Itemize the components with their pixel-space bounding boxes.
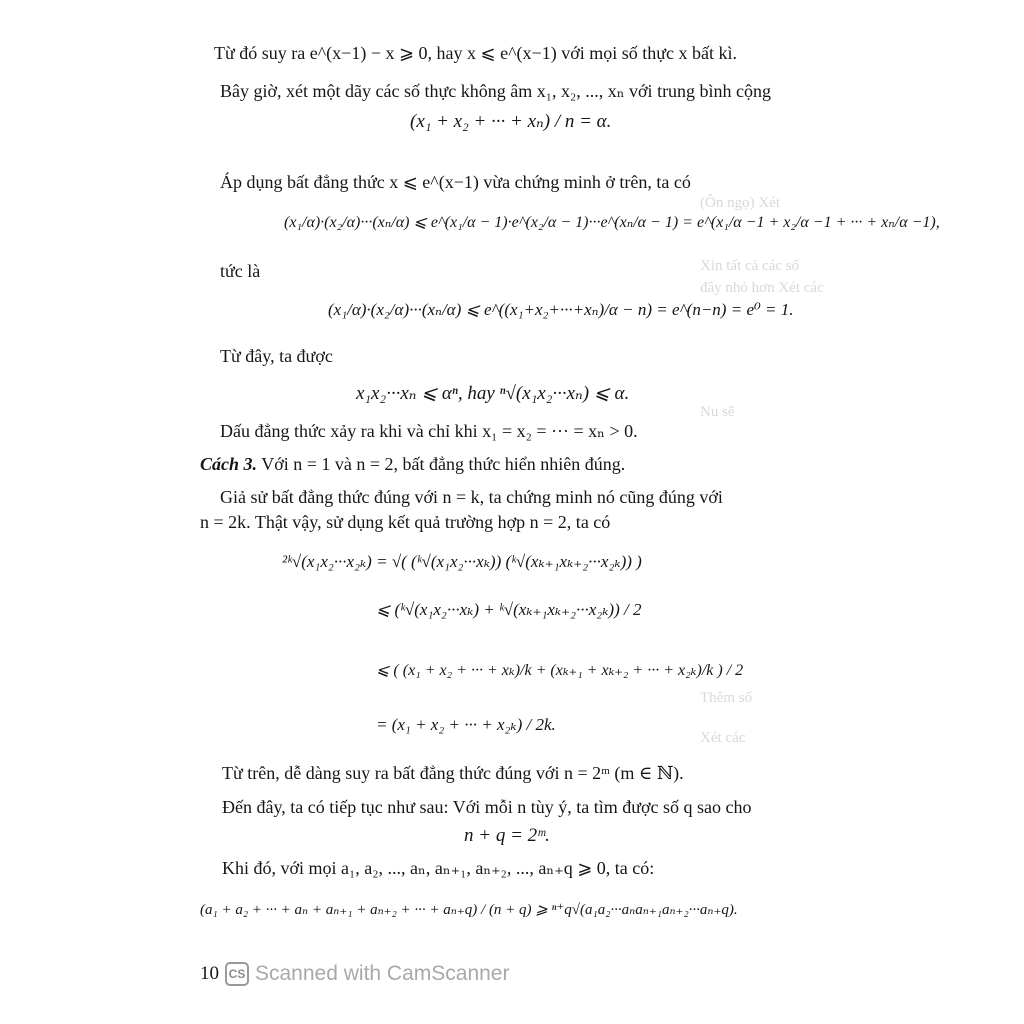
page-footer [200,962,509,986]
text-line: Cách 3. Với n = 1 và n = 2, bất đẳng thức hiển nhiên đúng. [200,454,626,474]
text-line: Khi đó, với mọi a₁, a₂, ..., aₙ, aₙ₊₁, aₙ₊₂, ..., aₙ₊q ⩾ 0, ta có: [222,858,655,878]
text-line: Giả sử bất đẳng thức đúng với n = k, ta chứng minh nó cũng đúng với [220,487,723,507]
equation: ⩽ (ᵏ√(x₁x₂···xₖ) + ᵏ√(xₖ₊₁xₖ₊₂···x₂ₖ)) / 2 [376,600,642,619]
bleed-through: (Ôn ngọ) Xét [700,195,780,211]
equation: ²ᵏ√(x₁x₂···x₂ₖ) = √( (ᵏ√(x₁x₂···xₖ)) (ᵏ√(xₖ₊₁xₖ₊₂···x₂ₖ)) ) [282,552,642,571]
text-line: tức là [220,261,261,281]
equation: = (x₁ + x₂ + ··· + x₂ₖ) / 2k. [376,715,556,734]
text-line: Dấu đẳng thức xảy ra khi và chỉ khi x₁ = x₂ = ··· = xₙ > 0. [220,421,638,441]
equation: (x₁/α)·(x₂/α)···(xₙ/α) ⩽ e^(x₁/α − 1)·e^(x₂/α − 1)···e^(xₙ/α − 1) = e^(x₁/α −1 + x₂/α −1 + ··· + xₙ/α −1), [284,214,940,231]
text-line: Từ đây, ta được [220,346,333,366]
equation: (a₁ + a₂ + ··· + aₙ + aₙ₊₁ + aₙ₊₂ + ··· + aₙ₊q) / (n + q) ⩾ ⁿ⁺q√(a₁a₂···aₙaₙ₊₁aₙ₊₂···aₙ₊q). [200,902,738,918]
equation: (x₁/α)·(x₂/α)···(xₙ/α) ⩽ e^((x₁+x₂+···+xₙ)/α − n) = e^(n−n) = e⁰ = 1. [328,300,794,319]
text-line: Từ đó suy ra e^(x−1) − x ⩾ 0, hay x ⩽ e^(x−1) với mọi số thực x bất kì. [214,43,737,63]
scanner-watermark: Scanned with CamScanner [255,962,510,985]
text-line: n = 2k. Thật vậy, sử dụng kết quả trường hợp n = 2, ta có [200,512,611,532]
bleed-through: Nu sẽ [700,404,735,420]
equation: x₁x₂···xₙ ⩽ αⁿ, hay ⁿ√(x₁x₂···xₙ) ⩽ α. [356,383,630,404]
text-line: Bây giờ, xét một dãy các số thực không âm x₁, x₂, ..., xₙ với trung bình cộng [220,81,772,101]
bleed-through: Xin tất cả các số [700,258,800,274]
equation: n + q = 2ᵐ. [464,825,550,846]
camscanner-logo-icon: CS [225,962,249,986]
text-line: Đến đây, ta có tiếp tục như sau: Với mỗi n tùy ý, ta tìm được số q sao cho [222,797,752,817]
text-line: Áp dụng bất đẳng thức x ⩽ e^(x−1) vừa chứng minh ở trên, ta có [220,172,691,192]
bleed-through: Thêm số [700,690,753,706]
bleed-through: Xét các [700,730,746,746]
equation: (x₁ + x₂ + ··· + xₙ) / n = α. [410,111,612,132]
method-label: Cách 3. [200,454,258,474]
equation: ⩽ ( (x₁ + x₂ + ··· + xₖ)/k + (xₖ₊₁ + xₖ₊₂ + ··· + x₂ₖ)/k ) / 2 [376,662,744,679]
text-line: Từ trên, dễ dàng suy ra bất đẳng thức đúng với n = 2ᵐ (m ∈ ℕ). [222,763,684,783]
page-number: 10 [200,963,219,984]
bleed-through: đây nhỏ hơn Xét các [700,280,824,296]
